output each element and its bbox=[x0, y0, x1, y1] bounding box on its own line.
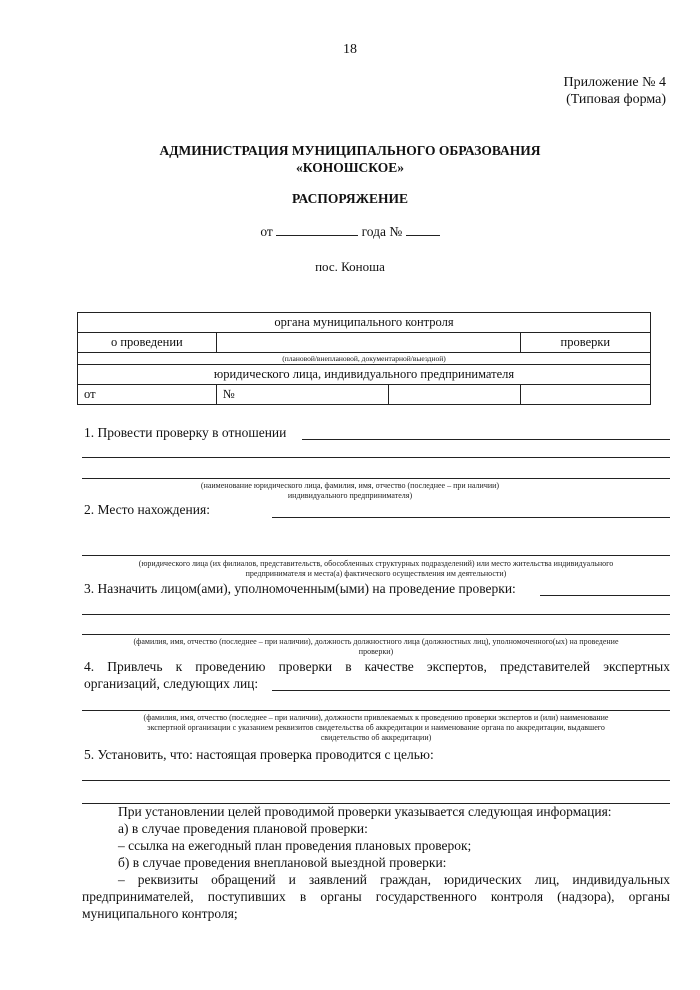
item4-note bbox=[82, 713, 670, 743]
item3-note-line1: (фамилия, имя, отчество (последнее – при наличии), должность должностного лица (должностных лиц), уполномоченного(ых) на проведение bbox=[133, 637, 619, 646]
item4-label-line1: 4. Привлечь к проведению проверки в качестве экспертов, представителей экспертных bbox=[84, 659, 670, 674]
info-unplanned-item: – реквизиты обращений и заявлений граждан, юридических лиц, индивидуальных предпринимателей, поступивших в органы государственного контроля (надзора), органы муниципального контроля; bbox=[82, 872, 670, 921]
item4-note-line2: экспертной организации с указанием реквизитов свидетельства об аккредитации и наименование органа по аккредитации, выдавшего bbox=[147, 723, 605, 732]
info-unplanned: б) в случае проведения внеплановой выездной проверки: bbox=[118, 855, 447, 870]
appendix-label bbox=[466, 74, 666, 108]
table-cell-type-blank[interactable] bbox=[216, 333, 520, 353]
appendix-line1: Приложение № 4 bbox=[563, 75, 666, 90]
table-note-type: (плановой/внеплановой, документарной/выездной) bbox=[78, 353, 651, 365]
page-number: 18 bbox=[343, 42, 357, 57]
item4-field-2[interactable] bbox=[82, 710, 670, 711]
doc-title: РАСПОРЯЖЕНИЕ bbox=[291, 191, 409, 206]
item4-note-line3: свидетельство об аккредитации) bbox=[320, 733, 432, 742]
info-block bbox=[82, 803, 670, 922]
item1-field-2[interactable] bbox=[82, 457, 670, 458]
table-cell-blank[interactable] bbox=[388, 385, 520, 405]
info-planned-item: – ссылка на ежегодный план проведения плановых проверок; bbox=[118, 838, 472, 853]
item3-note bbox=[82, 637, 670, 657]
table-cell-conducting: о проведении bbox=[78, 333, 217, 353]
table-cell-blank-2[interactable] bbox=[520, 385, 650, 405]
date-from-label: от bbox=[260, 224, 273, 239]
item2-field-2[interactable] bbox=[82, 555, 670, 556]
item2-note-line2: предпринимателя и места(а) фактического осуществления им деятельности) bbox=[245, 569, 507, 578]
org-header-line2: «КОНОШСКОЕ» bbox=[296, 160, 404, 175]
number-blank[interactable] bbox=[406, 224, 440, 236]
date-line bbox=[0, 224, 700, 240]
place: пос. Коноша bbox=[315, 259, 385, 274]
info-intro: При установлении целей проводимой проверки указывается следующая информация: bbox=[118, 804, 612, 819]
control-table bbox=[77, 312, 651, 405]
item4-note-line1: (фамилия, имя, отчество (последнее – при наличии), должности привлекаемых к проведению проверки экспертов и (или) наименование bbox=[143, 713, 609, 722]
item3-field-2[interactable] bbox=[82, 614, 670, 615]
item3-label: 3. Назначить лицом(ами), уполномоченным(ыми) на проведение проверки: bbox=[84, 581, 516, 596]
item3-note-line2: проверки) bbox=[358, 647, 394, 656]
appendix-line2: (Типовая форма) bbox=[566, 92, 666, 107]
item4-label-line2: организаций, следующих лиц: bbox=[84, 676, 259, 691]
item1-field[interactable] bbox=[302, 439, 670, 440]
date-blank[interactable] bbox=[276, 224, 358, 236]
item3-field[interactable] bbox=[540, 595, 670, 596]
org-header bbox=[0, 142, 700, 176]
info-planned: а) в случае проведения плановой проверки: bbox=[118, 821, 368, 836]
table-row-entity: юридического лица, индивидуального предпринимателя bbox=[78, 365, 651, 385]
item5-label: 5. Установить, что: настоящая проверка проводится с целью: bbox=[84, 747, 434, 762]
item2-note bbox=[82, 559, 670, 579]
table-cell-no: № bbox=[216, 385, 388, 405]
item5-field[interactable] bbox=[82, 780, 670, 781]
item3-field-3[interactable] bbox=[82, 634, 670, 635]
table-row-organ: органа муниципального контроля bbox=[78, 313, 651, 333]
item2-label: 2. Место нахождения: bbox=[84, 502, 210, 517]
item1-label: 1. Провести проверку в отношении bbox=[84, 425, 287, 440]
org-header-line1: АДМИНИСТРАЦИЯ МУНИЦИПАЛЬНОГО ОБРАЗОВАНИЯ bbox=[159, 143, 541, 158]
table-cell-check: проверки bbox=[520, 333, 650, 353]
item1-note-line1: (наименование юридического лица, фамилия, имя, отчество (последнее – при наличии) bbox=[200, 481, 500, 490]
item1-field-3[interactable] bbox=[82, 478, 670, 479]
table-cell-from: от bbox=[78, 385, 217, 405]
item4-field[interactable] bbox=[272, 690, 670, 691]
item2-field[interactable] bbox=[272, 517, 670, 518]
date-year-label: года № bbox=[361, 224, 403, 239]
item1-note bbox=[0, 481, 700, 501]
item1-note-line2: индивидуального предпринимателя) bbox=[287, 491, 413, 500]
item2-note-line1: (юридического лица (их филиалов, представительств, обособленных структурных подразделений) или место жительства индивидуального bbox=[138, 559, 614, 568]
